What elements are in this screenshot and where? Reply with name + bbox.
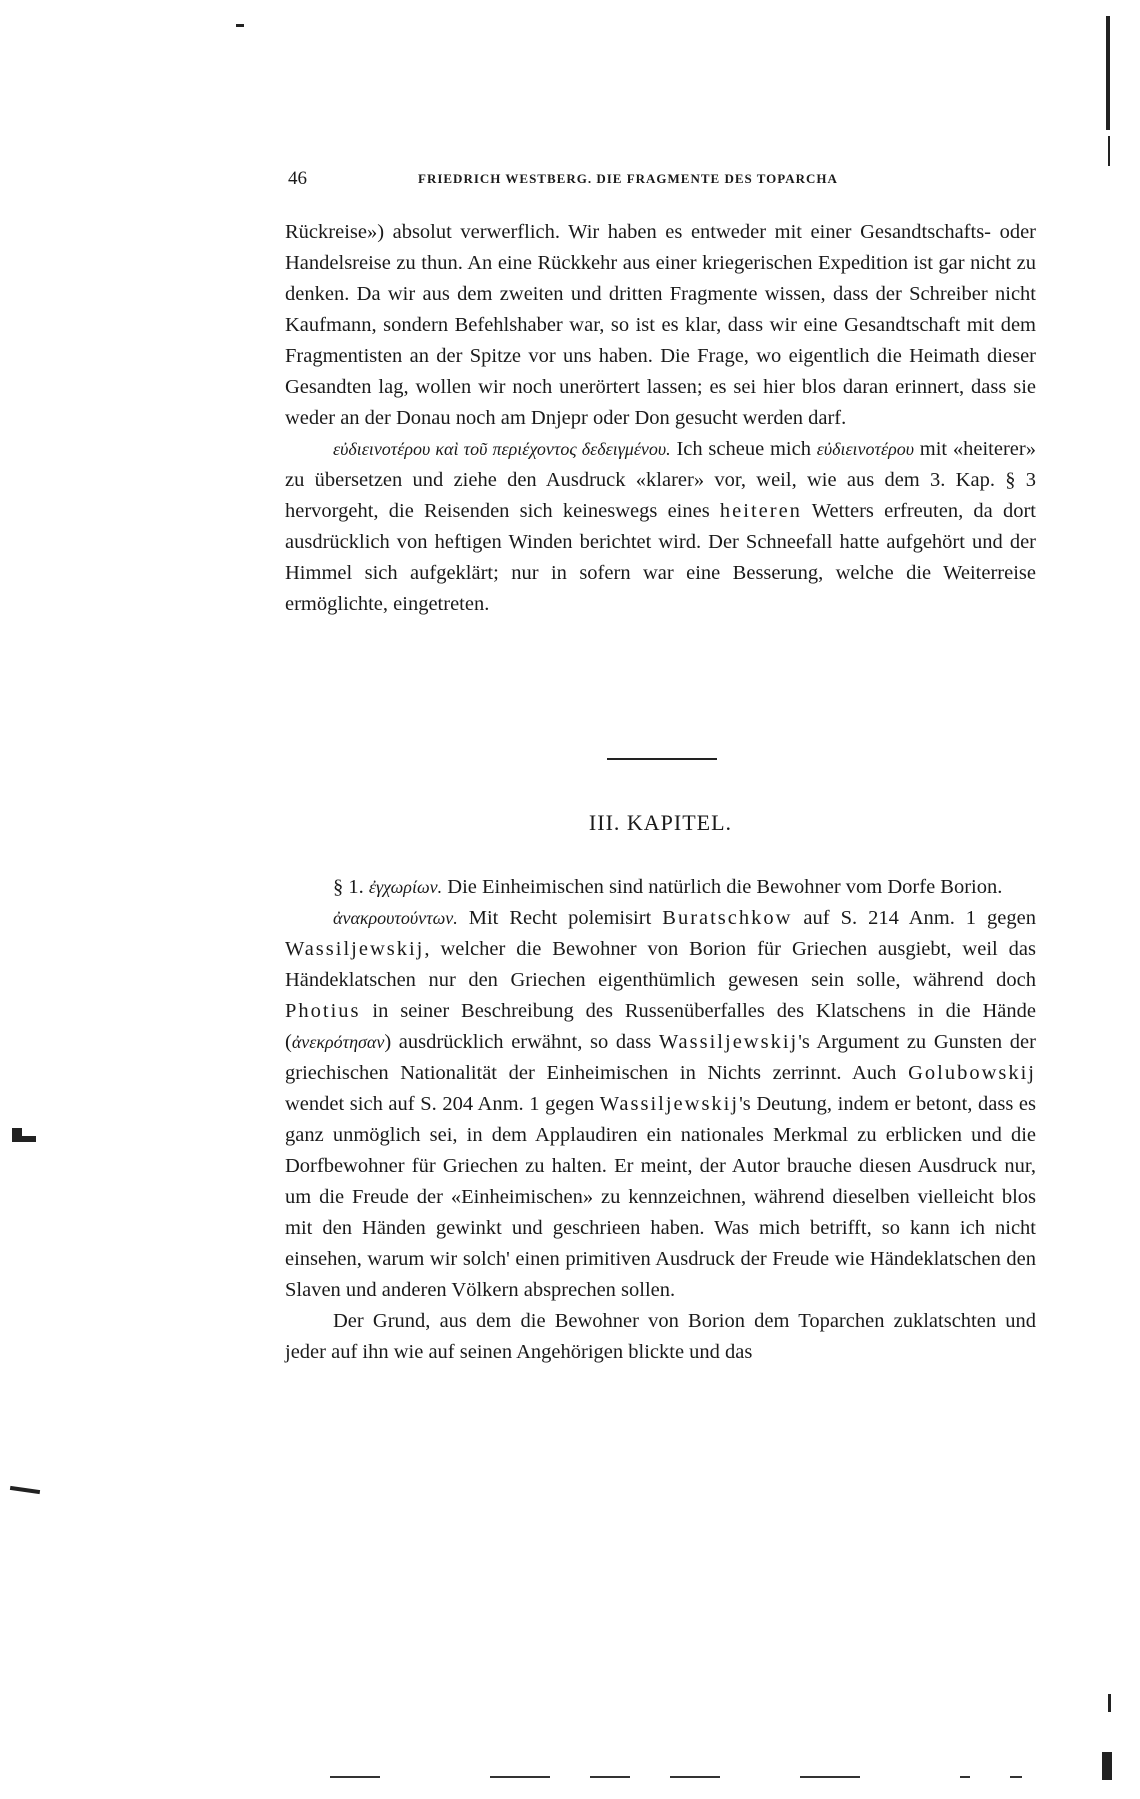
- greek-lemma: ἐγχωρίων.: [368, 877, 443, 897]
- paragraph-4-text-8: 's Deutung, indem er betont, dass es ganz unmöglich sei, in dem Applaudiren ein nationales Merkmal zu erblicken und die Dorfbewohner für Griechen zu halten. Er meint, der Autor brauche diesen Ausdruck nur, um die Freude der «Einheimischen» zu kennzeichnen, während dieselben vielleicht blos mit den Händen gewinkt und geschrieen haben. Was mich betrifft, so kann ich nicht einsehen, warum wir solch' einen primitiven Ausdruck der Freude wie Händeklatschen den Slaven und anderen Völkern absprechen sollen.: [285, 1093, 1036, 1301]
- paragraph-2-text-2: mit «heiterer» zu übersetzen und ziehe den Ausdruck «klarer» vor, weil, wie aus dem 3. Kap. § 3 hervorgeht, die Reisenden sich keineswegs eines: [285, 438, 1036, 522]
- author-name: Wassiljewskij: [658, 1031, 799, 1053]
- scan-artifact: [12, 1128, 22, 1142]
- paragraph-4-text-3: , welcher die Bewohner von Borion für Griechen ausgiebt, weil das Händeklatschen nur den Griechen eigenthümlich gewesen sein solle, während doch: [285, 938, 1036, 991]
- spaced-word: heiteren: [719, 500, 802, 522]
- page-number: 46: [288, 168, 307, 189]
- scan-artifact: [490, 1776, 550, 1778]
- scan-artifact: [330, 1776, 380, 1778]
- paragraph-2: [285, 434, 1036, 620]
- scan-artifact: [10, 1486, 40, 1494]
- scan-artifact: [960, 1776, 970, 1778]
- scan-artifact: [22, 1136, 36, 1142]
- paragraph-1: Rückreise») absolut verwerflich. Wir haben es entweder mit einer Gesandtschafts- oder Handelsreise zu thun. An eine Rückkehr aus einer kriegerischen Expedition ist gar nicht zu denken. Da wir aus dem zweiten und dritten Fragmente wissen, dass der Schreiber nicht Kaufmann, sondern Befehlshaber war, so ist es klar, dass wir eine Gesandtschaft mit dem Fragmentisten an der Spitze vor uns haben. Die Frage, wo eigentlich die Heimath dieser Gesandten lag, wollen wir noch unerörtert lassen; es sei hier blos daran erinnert, dass sie weder an der Donau noch am Dnjepr oder Don gesucht werden darf.: [285, 221, 1036, 429]
- paragraph-3-text: Die Einheimischen sind natürlich die Bewohner vom Dorfe Borion.: [442, 876, 1003, 898]
- author-name: Golubowskij: [908, 1062, 1036, 1084]
- paragraph-2-text-1: Ich scheue mich: [670, 438, 817, 460]
- paragraph-4-text-5: ) ausdrücklich erwähnt, so dass: [384, 1031, 659, 1053]
- paragraph-4-text-2: auf S. 214 Anm. 1 gegen: [792, 907, 1036, 929]
- author-name: Photius: [285, 1000, 361, 1022]
- paragraph-5: Der Grund, aus dem die Bewohner von Borion dem Toparchen zuklatschten und jeder auf ihn wie auf seinen Angehörigen blickte und das: [285, 1310, 1036, 1363]
- scan-artifact: [236, 24, 244, 27]
- scan-artifact: [800, 1776, 860, 1778]
- author-name: Wassiljewskij: [285, 938, 425, 960]
- scan-artifact: [1108, 136, 1110, 166]
- scan-artifact: [1108, 1694, 1111, 1712]
- paragraph-4: [285, 903, 1036, 1306]
- paragraph-4-text-6: 's Argument zu Gunsten der griechischen Nationalität der Einheimischen in Nichts zerrinnt. Auch: [285, 1031, 1036, 1084]
- text-block-2: [285, 872, 1036, 1368]
- scan-artifact: [590, 1776, 630, 1778]
- greek-word: εὐδιεινοτέρου: [816, 439, 914, 459]
- chapter-heading: III. KAPITEL.: [588, 810, 733, 835]
- paragraph-4-text-7: wendet sich auf S. 204 Anm. 1 gegen: [285, 1093, 600, 1115]
- section-divider: [607, 758, 717, 760]
- greek-word: ἀνεκρότησαν: [291, 1032, 385, 1052]
- scan-artifact: [670, 1776, 720, 1778]
- greek-lemma: εὐδιεινοτέρου καὶ τοῦ περιέχοντος δεδειγμένου.: [333, 439, 671, 459]
- paragraph-4-text-1: Mit Recht polemisirt: [457, 907, 663, 929]
- author-name: Buratschkow: [662, 907, 793, 929]
- running-head: FRIEDRICH WESTBERG. DIE FRAGMENTE DES TOPARCHA: [418, 171, 838, 186]
- paragraph-4-text-4: in seiner Beschreibung des Russenüberfalles des Klatschens in die Hände (: [285, 1000, 1036, 1053]
- scan-artifact: [1010, 1776, 1022, 1778]
- text-block-1: [285, 217, 1036, 620]
- paragraph-2-text-3: Wetters erfreuten, da dort ausdrücklich von heftigen Winden berichtet wird. Der Schneefall hatte aufgehört und der Himmel sich aufgeklärt; nur in sofern war eine Besserung, welche die Weiterreise ermöglichte, eingetreten.: [285, 500, 1036, 615]
- greek-lemma: ἀνακρουτούντων.: [333, 908, 458, 928]
- paragraph-3: [285, 872, 1036, 903]
- scan-artifact: [1106, 16, 1110, 130]
- section-number: § 1.: [333, 876, 369, 898]
- page-header: [288, 168, 1048, 198]
- scan-artifact: [1102, 1752, 1112, 1780]
- author-name: Wassiljewskij: [599, 1093, 740, 1115]
